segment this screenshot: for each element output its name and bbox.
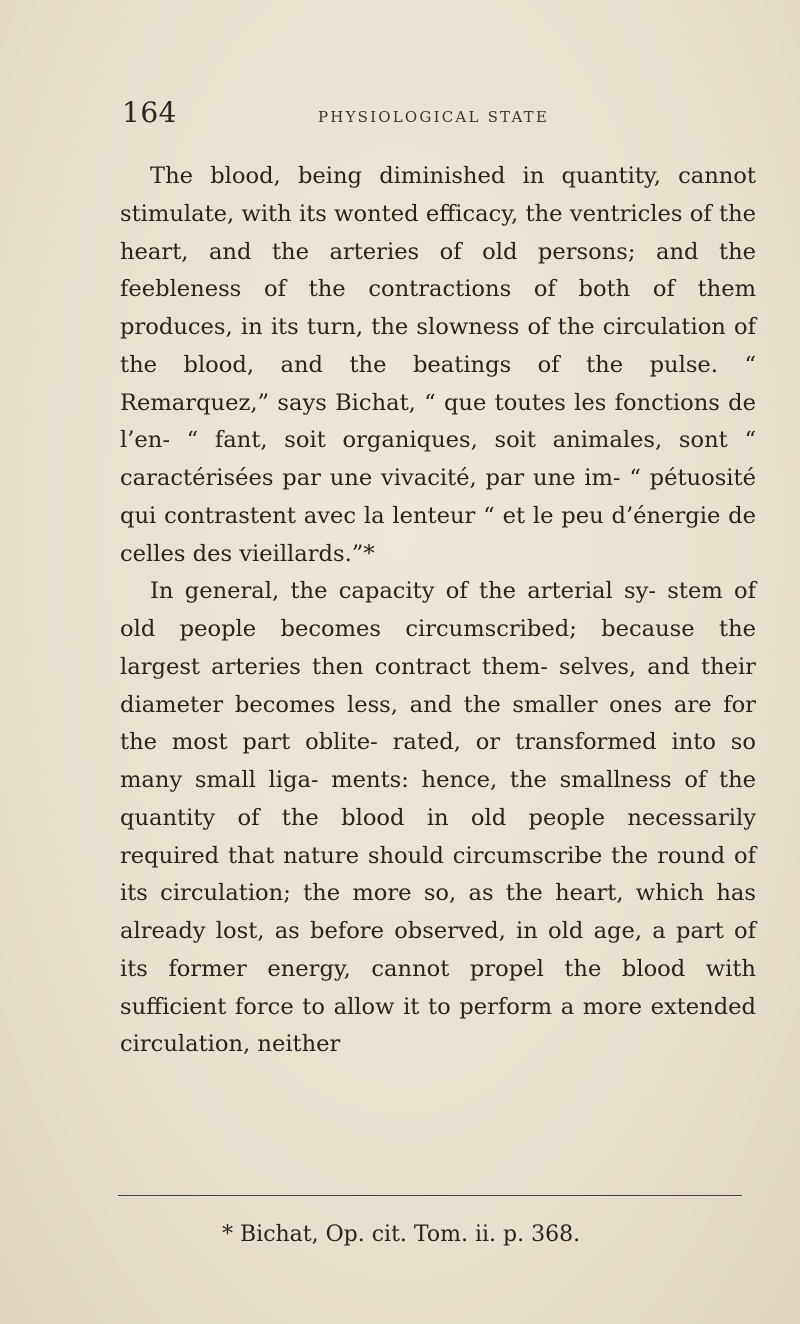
page-header	[0, 96, 800, 136]
body-text	[120, 158, 756, 1064]
footnote-rule	[118, 1195, 742, 1196]
running-head: PHYSIOLOGICAL STATE	[318, 108, 550, 126]
paragraph: The blood, being diminished in quantity, cannot stimulate, with its wonted efficacy, the ventricles of the heart, and the arteries of old persons; and the feebleness of the contractions of both of them produces, in its turn, the slowness of the circulation of the blood, and the beatings of the pulse. “ Remarquez,” says Bichat, “ que toutes les fonctions de l’en- “ fant, soit organiques, soit animales, sont “ caractérisées par une vivacité, par une im- “ pétuosité qui contrastent avec la lenteur “ et le peu d’énergie de celles des vieillards.”*	[120, 163, 756, 567]
page-number: 164	[122, 96, 177, 129]
footnote: * Bichat, Op. cit. Tom. ii. p. 368.	[222, 1222, 581, 1247]
paragraph: In general, the capacity of the arterial sy- stem of old people becomes circumscribed; because the largest arteries then contract them- selves, and their diameter becomes less, and the smaller ones are for the most part oblite- rated, or transformed into so many small liga- ments: hence, the smallness of the quantity of the blood in old people necessarily required that nature should circumscribe the round of its circulation; the more so, as the heart, which has already lost, as before observed, in old age, a part of its former energy, cannot propel the blood with sufficient force to allow it to perform a more extended circulation, neither	[120, 578, 756, 1058]
